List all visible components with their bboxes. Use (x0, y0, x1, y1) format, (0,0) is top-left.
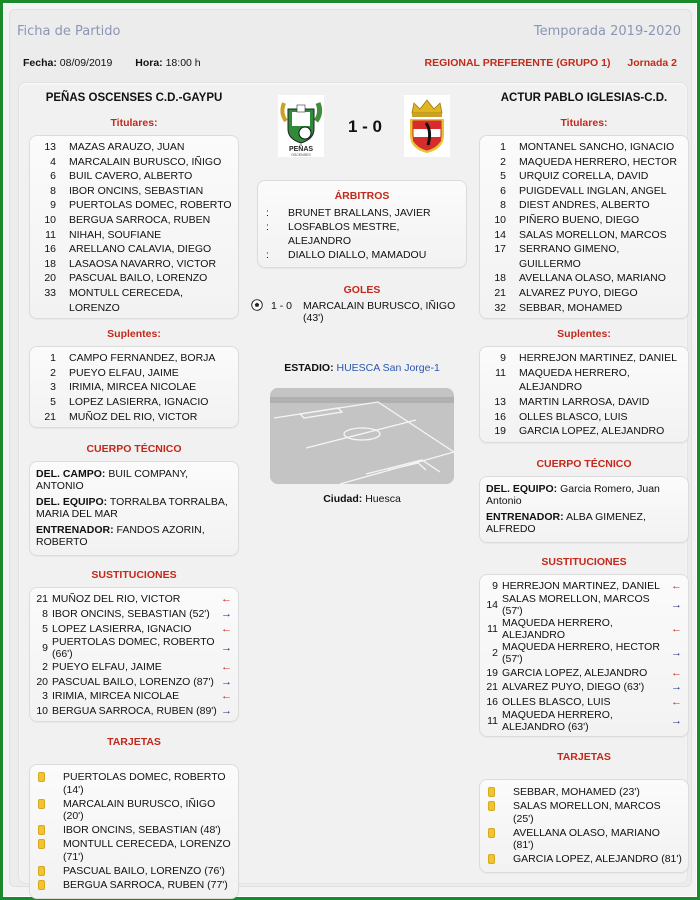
player-number: 20 (36, 675, 48, 688)
city-info (257, 493, 467, 505)
substitution-row (482, 579, 682, 594)
arrow-left-icon: ← (671, 623, 682, 636)
referee-name: BRUNET BRALLANS, JAVIER (288, 207, 431, 219)
away-subs-list (479, 346, 689, 443)
player-number: 21 (494, 286, 506, 299)
home-cards-title: TARJETAS (107, 736, 161, 749)
substitution-row (32, 674, 232, 689)
staff-row (486, 483, 682, 507)
staff-role: DEL. EQUIPO: (36, 496, 108, 509)
player-number: 33 (44, 286, 56, 299)
player-name: HERREJON MARTINEZ, DANIEL (519, 352, 677, 365)
player-name: PUEYO ELFAU, JAIME (52, 661, 162, 674)
player-number: 19 (486, 666, 498, 679)
card-row (36, 824, 232, 837)
home-starters-list (29, 135, 239, 319)
card-row (486, 800, 682, 825)
staff-role: DEL. EQUIPO: (486, 482, 558, 495)
player-number: 10 (36, 704, 48, 717)
player-name: CAMPO FERNANDEZ, BORJA (69, 352, 216, 365)
player-name: PIÑERO BUENO, DIEGO (519, 213, 640, 226)
player-name: MAQUEDA HERRERO, ALEJANDRO (63') (502, 709, 613, 734)
player-name: OLLES BLASCO, LUIS (502, 695, 611, 708)
arrow-right-icon: → (671, 647, 682, 660)
home-team-column (29, 83, 239, 899)
substitution-row (32, 689, 232, 704)
card-row (36, 879, 232, 892)
substitution-row (482, 593, 682, 617)
player-number: 20 (44, 272, 56, 285)
player-number: 5 (500, 170, 506, 183)
player-name: MAQUEDA HERRERO, ALEJANDRO (502, 617, 613, 642)
round-label: Jornada 2 (627, 57, 677, 69)
player-number: 16 (44, 243, 56, 256)
date-label: Fecha: (23, 57, 57, 69)
staff-name: FANDOS AZORIN, ROBERTO (36, 524, 205, 549)
player-name: MAQUEDA HERRERO, HECTOR (57') (502, 641, 660, 666)
player-row (486, 424, 682, 439)
referees-list (264, 206, 460, 262)
card-row (36, 771, 232, 796)
player-name: NIHAH, SOUFIANE (69, 228, 162, 241)
page-frame (3, 3, 697, 897)
player-name: LASAOSA NAVARRO, VICTOR (69, 257, 217, 270)
player-number: 8 (500, 199, 506, 212)
player-number: 9 (500, 352, 506, 365)
match-date: 08/09/2019 (59, 57, 113, 69)
card-row (36, 838, 232, 863)
player-number: 1 (50, 352, 56, 365)
player-number: 11 (487, 715, 498, 728)
player-name: MARCALAIN BURUSCO, IÑIGO (69, 155, 222, 168)
player-name: BERGUA SARROCA, RUBEN (89') (52, 704, 217, 717)
yellow-card-icon (488, 787, 495, 797)
substitution-row (482, 694, 682, 709)
player-row (486, 198, 682, 213)
stadium-label: ESTADIO: (284, 362, 334, 374)
final-score: 1 - 0 (347, 117, 383, 136)
arrow-left-icon: ← (221, 690, 232, 703)
player-row (486, 140, 682, 155)
staff-name: ALBA GIMENEZ, ALFREDO (486, 510, 646, 535)
match-panel (18, 82, 688, 891)
goal-scorer: MARCALAIN BURUSCO, IÑIGO (43') (303, 300, 456, 324)
player-name: IRIMIA, MIRCEA NICOLAE (69, 381, 197, 394)
player-name: URQUIZ CORELLA, DAVID (519, 170, 649, 183)
yellow-card-icon (38, 772, 45, 782)
svg-text:OSCENSES: OSCENSES (291, 153, 311, 157)
match-datetime (23, 57, 201, 69)
player-row (486, 228, 682, 243)
away-subs-title: Suplentes: (557, 328, 611, 341)
goals-list (257, 300, 467, 324)
player-number: 13 (44, 141, 56, 153)
player-number: 17 (494, 243, 506, 256)
player-number: 9 (50, 199, 56, 212)
referee-row (264, 220, 460, 248)
stadium-link[interactable]: HUESCA San Jorge-1 (336, 362, 440, 374)
away-staff-title: CUERPO TÉCNICO (536, 457, 632, 470)
player-name: OLLES BLASCO, LUIS (519, 410, 628, 423)
arrow-left-icon: ← (221, 661, 232, 674)
player-row (36, 228, 232, 243)
player-name: PASCUAL BAILO, LORENZO (69, 272, 208, 285)
player-name: LOPEZ LASIERRA, IGNACIO (52, 622, 192, 635)
player-name: IBOR ONCINS, SEBASTIAN (69, 184, 204, 197)
staff-row (36, 524, 232, 548)
arrow-right-icon: → (671, 681, 682, 694)
player-row (36, 366, 232, 381)
staff-name: Garcia Romero, Juan Antonio (486, 482, 660, 507)
player-name: AVELLANA OLASO, MARIANO (81') (513, 826, 660, 852)
player-name: MAZAS ARAUZO, JUAN (69, 141, 185, 153)
player-number: 5 (42, 622, 48, 635)
referee-row (264, 206, 460, 220)
player-row (36, 257, 232, 272)
staff-row (36, 496, 232, 520)
competition-info (425, 57, 677, 69)
player-row (36, 169, 232, 184)
arrow-left-icon: ← (671, 579, 682, 592)
away-substitutions-list (479, 574, 689, 737)
player-number: 1 (500, 141, 506, 153)
city-label: Ciudad: (323, 493, 363, 505)
arrow-right-icon: → (671, 599, 682, 612)
player-name: MUÑOZ DEL RIO, VICTOR (52, 593, 181, 606)
player-name: GARCIA LOPEZ, ALEJANDRO (519, 425, 665, 438)
home-staff-title: CUERPO TÉCNICO (86, 443, 182, 456)
away-staff-list (479, 476, 689, 543)
stadium-info (257, 362, 467, 374)
player-name: BUIL CAVERO, ALBERTO (69, 170, 193, 183)
card-row (36, 865, 232, 878)
player-name: SERRANO GIMENO, GUILLERMO (519, 243, 620, 270)
arrow-left-icon: ← (671, 666, 682, 679)
player-name: MAQUEDA HERRERO, HECTOR (519, 155, 677, 168)
player-row (486, 184, 682, 199)
scoreboard (257, 95, 467, 165)
referee-name: DIALLO DIALLO, MAMADOU (288, 249, 427, 261)
home-subs-list (29, 346, 239, 428)
yellow-card-icon (38, 825, 45, 835)
player-row (36, 242, 232, 257)
arrow-right-icon: → (221, 704, 232, 717)
home-cards-list (29, 764, 239, 899)
player-row (36, 213, 232, 228)
player-name: IRIMIA, MIRCEA NICOLAE (52, 690, 180, 703)
staff-role: ENTRENADOR: (486, 510, 564, 523)
competition-name: REGIONAL PREFERENTE (GRUPO 1) (424, 57, 611, 69)
staff-row (486, 511, 682, 535)
player-name: PUEYO ELFAU, JAIME (69, 366, 179, 379)
home-substitutions-title: SUSTITUCIONES (91, 569, 177, 582)
player-number: 11 (495, 366, 506, 379)
time-label: Hora: (135, 57, 163, 69)
yellow-card-icon (488, 828, 495, 838)
player-name: ALVAREZ PUYO, DIEGO (63') (502, 681, 645, 694)
arrow-left-icon: ← (221, 593, 232, 606)
player-name: PUIGDEVALL INGLAN, ANGEL (519, 184, 667, 197)
player-number: 11 (45, 228, 56, 241)
player-number: 4 (50, 155, 56, 168)
player-name: LOPEZ LASIERRA, IGNACIO (69, 395, 209, 408)
home-substitutions-list (29, 587, 239, 722)
player-name: MONTULL CERECEDA, LORENZO (69, 286, 183, 314)
player-number: 10 (44, 213, 56, 226)
player-name: SALAS MORELLON, MARCOS (57') (502, 593, 650, 618)
referees-box (257, 180, 467, 268)
player-number: 5 (50, 395, 56, 408)
player-row (486, 271, 682, 286)
staff-role: DEL. CAMPO: (36, 468, 106, 481)
player-row (486, 286, 682, 301)
player-row (36, 351, 232, 366)
goal-score: 1 - 0 (271, 300, 293, 312)
player-name: ALVAREZ PUYO, DIEGO (519, 286, 638, 299)
player-name: SALAS MORELLON, MARCOS (519, 228, 667, 241)
player-name: IBOR ONCINS, SEBASTIAN (48') (63, 824, 221, 837)
player-row (486, 242, 682, 271)
player-row (36, 395, 232, 410)
player-row (486, 366, 682, 395)
player-number: 14 (486, 599, 498, 612)
player-name: BERGUA SARROCA, RUBEN (69, 213, 211, 226)
player-number: 13 (494, 395, 506, 408)
staff-row (36, 468, 232, 492)
player-row (36, 380, 232, 395)
arrow-left-icon: ← (671, 695, 682, 708)
player-row (36, 410, 232, 425)
home-staff-list (29, 461, 239, 556)
player-number: 9 (492, 579, 498, 592)
yellow-card-icon (488, 854, 495, 864)
staff-role: ENTRENADOR: (36, 524, 114, 537)
player-row (36, 140, 232, 155)
player-name: PUERTOLAS DOMEC, ROBERTO (69, 199, 232, 212)
away-cards-title: TARJETAS (557, 751, 611, 764)
referee-row (264, 248, 460, 262)
season-label: Temporada 2019-2020 (533, 24, 681, 39)
player-name: PASCUAL BAILO, LORENZO (76') (63, 864, 225, 877)
card-row (486, 786, 682, 799)
player-name: BERGUA SARROCA, RUBEN (77') (63, 878, 228, 891)
player-name: SEBBAR, MOHAMED (519, 301, 623, 314)
player-number: 9 (42, 641, 48, 654)
card-row (486, 827, 682, 852)
away-team-name: ACTUR PABLO IGLESIAS-C.D. (500, 92, 668, 104)
player-row (36, 198, 232, 213)
player-name: AVELLANA OLASO, MARIANO (519, 272, 666, 285)
away-team-crest (404, 95, 450, 157)
player-number: 18 (494, 272, 506, 285)
player-number: 21 (36, 593, 48, 606)
home-team-crest (278, 95, 324, 157)
yellow-card-icon (38, 880, 45, 890)
away-team-column (479, 83, 689, 873)
match-time: 18:00 h (165, 57, 201, 69)
referee-role-separator: : (266, 207, 269, 219)
player-number: 8 (42, 607, 48, 620)
away-cards-list (479, 779, 689, 873)
substitution-row (482, 709, 682, 733)
staff-name: BUIL COMPANY, ANTONIO (36, 468, 189, 493)
goal-row (257, 300, 467, 324)
referee-role-separator: : (266, 249, 269, 261)
arrow-left-icon: ← (221, 622, 232, 635)
substitution-row (32, 607, 232, 622)
player-number: 21 (44, 410, 56, 423)
referee-role-separator: : (266, 221, 269, 233)
yellow-card-icon (488, 801, 495, 811)
player-row (486, 351, 682, 366)
substitution-row (32, 660, 232, 675)
player-row (486, 410, 682, 425)
match-center-column (257, 83, 467, 505)
player-row (486, 213, 682, 228)
player-name: MONTULL CERECEDA, LORENZO (71') (63, 838, 231, 863)
player-name: DIEST ANDRES, ALBERTO (519, 199, 650, 212)
player-name: MARCALAIN BURUSCO, IÑIGO (20') (63, 797, 216, 823)
city-name: Huesca (365, 493, 401, 505)
staff-name: TORRALBA TORRALBA, MARIA DEL MAR (36, 496, 228, 521)
home-starters-title: Titulares: (110, 117, 158, 129)
arrow-right-icon: → (221, 641, 232, 654)
arrow-right-icon: → (221, 675, 232, 688)
player-name: SEBBAR, MOHAMED (23') (513, 786, 640, 799)
player-number: 19 (494, 425, 506, 438)
player-number: 3 (42, 690, 48, 703)
arrow-right-icon: → (221, 607, 232, 620)
yellow-card-icon (38, 839, 45, 849)
player-name: MUÑOZ DEL RIO, VICTOR (69, 410, 198, 423)
soccer-ball-icon (251, 299, 263, 311)
player-number: 10 (494, 213, 506, 226)
player-row (36, 155, 232, 170)
player-name: PUERTOLAS DOMEC, ROBERTO (14') (63, 771, 226, 796)
player-name: ARELLANO CALAVIA, DIEGO (69, 243, 212, 256)
substitution-row (482, 665, 682, 680)
substitution-row (482, 617, 682, 641)
player-number: 2 (50, 366, 56, 379)
player-number: 11 (487, 623, 498, 636)
player-number: 6 (500, 184, 506, 197)
player-name: MARTIN LARROSA, DAVID (519, 395, 650, 408)
player-number: 21 (486, 681, 498, 694)
player-name: HERREJON MARTINEZ, DANIEL (502, 579, 660, 592)
player-name: GARCIA LOPEZ, ALEJANDRO (502, 666, 648, 679)
stadium-pitch-image (270, 388, 454, 484)
player-row (486, 301, 682, 316)
player-number: 6 (50, 170, 56, 183)
goals-title: GOLES (343, 284, 381, 296)
player-name: PASCUAL BAILO, LORENZO (87') (52, 675, 214, 688)
away-starters-list (479, 135, 689, 319)
player-number: 18 (44, 257, 56, 270)
player-row (36, 271, 232, 286)
player-name: IBOR ONCINS, SEBASTIAN (52') (52, 607, 210, 620)
substitution-row (32, 636, 232, 660)
yellow-card-icon (38, 866, 45, 876)
home-subs-title: Suplentes: (107, 328, 161, 341)
player-number: 2 (492, 647, 498, 660)
player-number: 2 (500, 155, 506, 168)
player-row (36, 184, 232, 199)
substitution-row (32, 621, 232, 636)
card-row (486, 853, 682, 866)
player-name: PUERTOLAS DOMEC, ROBERTO (66') (52, 635, 215, 660)
substitution-row (482, 641, 682, 665)
away-substitutions-title: SUSTITUCIONES (541, 555, 627, 568)
away-starters-title: Titulares: (560, 117, 608, 129)
player-row (36, 286, 232, 315)
player-number: 3 (50, 381, 56, 394)
player-number: 32 (494, 301, 506, 314)
yellow-card-icon (38, 799, 45, 809)
arrow-right-icon: → (671, 715, 682, 728)
player-number: 2 (42, 661, 48, 674)
player-number: 16 (486, 695, 498, 708)
match-sheet (9, 9, 692, 891)
player-name: MONTANEL SANCHO, IGNACIO (519, 141, 675, 153)
page-title: Ficha de Partido (17, 24, 121, 39)
referee-name: LOSFABLOS MESTRE, ALEJANDRO (288, 221, 400, 247)
player-row (486, 155, 682, 170)
player-row (486, 169, 682, 184)
substitution-row (32, 704, 232, 719)
player-number: 16 (494, 410, 506, 423)
player-name: SALAS MORELLON, MARCOS (25') (513, 800, 661, 825)
referees-title: ÁRBITROS (334, 190, 390, 202)
svg-text:PEÑAS: PEÑAS (288, 146, 314, 153)
substitution-row (482, 680, 682, 695)
player-name: GARCIA LOPEZ, ALEJANDRO (81') (513, 853, 682, 866)
player-row (486, 395, 682, 410)
player-number: 8 (50, 184, 56, 197)
player-number: 14 (494, 228, 506, 241)
substitution-row (32, 592, 232, 607)
player-name: MAQUEDA HERRERO, ALEJANDRO (519, 366, 630, 394)
card-row (36, 798, 232, 823)
home-team-name: PEÑAS OSCENSES C.D.-GAYPU (45, 92, 223, 104)
